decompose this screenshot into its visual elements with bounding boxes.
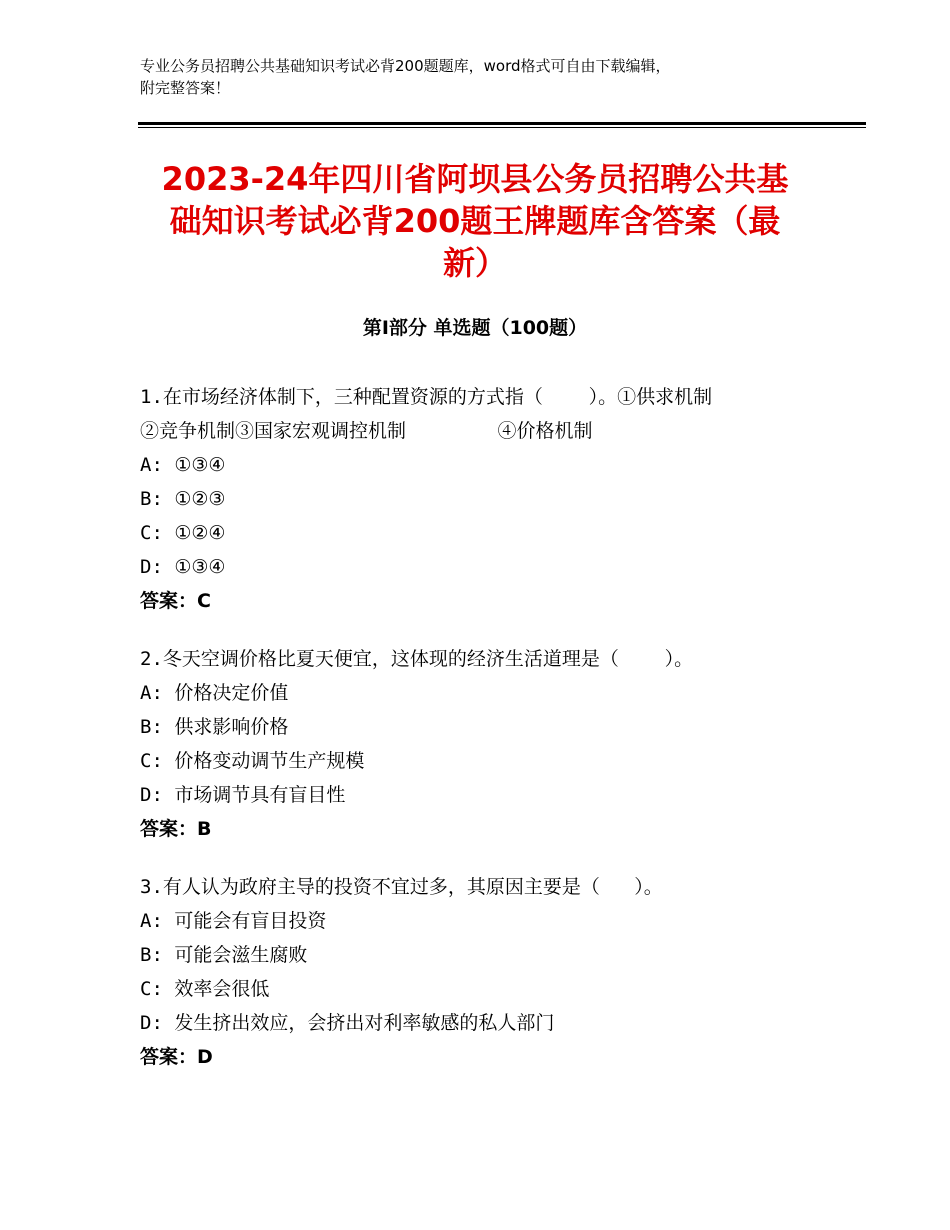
header-divider-thin [138,127,866,128]
header-note-line2: 附完整答案！ [140,79,231,97]
option-d: D: 发生挤出效应，会挤出对利率敏感的私人部门 [140,1012,555,1034]
option-d: D: 市场调节具有盲目性 [140,784,346,806]
question-3 [140,870,820,1074]
question-stem-line: 1.在市场经济体制下，三种配置资源的方式指（ ）。①供求机制 [140,386,713,408]
title-line3: 新） [442,244,507,282]
option-c: C: 价格变动调节生产规模 [140,750,365,772]
document-title [140,158,810,284]
question-stem-line: 2.冬天空调价格比夏天便宜，这体现的经济生活道理是（ ）。 [140,648,694,670]
option-c: C: ①②④ [140,522,226,544]
question-stem-line: 3.有人认为政府主导的投资不宜过多，其原因主要是（ ）。 [140,876,663,898]
answer: 答案：D [140,1046,213,1068]
answer: 答案：B [140,818,212,840]
question-stem-line: ②竞争机制③国家宏观调控机制 ④价格机制 [140,420,593,442]
option-a: A: ①③④ [140,454,226,476]
title-line2: 础知识考试必背200题王牌题库含答案（最 [169,202,781,240]
option-c: C: 效率会很低 [140,978,270,1000]
header-divider-thick [138,122,866,125]
header-note-line1: 专业公务员招聘公共基础知识考试必背200题题库，word格式可自由下载编辑， [140,57,671,75]
answer: 答案：C [140,590,211,612]
option-a: A: 价格决定价值 [140,682,289,704]
option-d: D: ①③④ [140,556,226,578]
option-b: B: 可能会滋生腐败 [140,944,308,966]
question-1 [140,380,820,618]
header-note [140,55,840,99]
option-b: B: ①②③ [140,488,226,510]
question-list [140,380,820,1098]
option-a: A: 可能会有盲目投资 [140,910,327,932]
option-b: B: 供求影响价格 [140,716,289,738]
title-line1: 2023-24年四川省阿坝县公务员招聘公共基 [161,160,789,198]
question-2 [140,642,820,846]
section-heading: 第Ⅰ部分 单选题（100题） [362,317,588,339]
